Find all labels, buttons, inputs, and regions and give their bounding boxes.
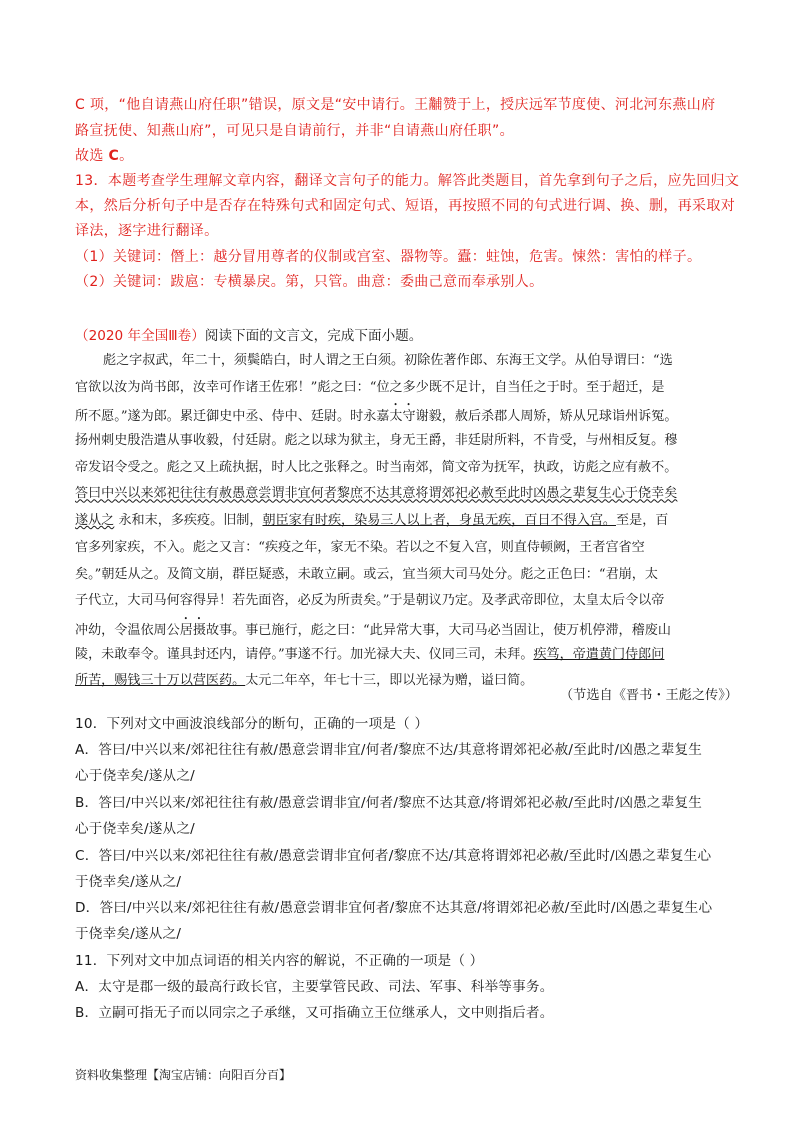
passage-line: 彪之字叔武，年二十，须鬓皓白，时人谓之王白须。初除佐著作郎、东海王文学。从伯导谓曰：“选 [103, 353, 673, 368]
answer-keyword-1: （1）关键词：僭上：越分冒用尊者的仪制或宫室、器物等。蠹：蛀蚀，危害。悚然：害怕的样子。 [75, 249, 702, 265]
answer-choice [75, 146, 134, 166]
passage-text: 谢毅，赦后杀郡人周矫，矫从兄球诣州诉冤。 [415, 409, 678, 425]
answer-q13-line2: 本，然后分析句子中是否存在特殊句式和固定句式、短语，再按照不同的句式进行调、换、删，再采取对 [75, 198, 736, 214]
answer-keyword-2: （2）关键词：跋扈：专横暴戾。第，只管。曲意：委曲己意而奉承别人。 [75, 274, 544, 290]
passage-text: 太元二年卒，年七十三，即以光禄为赠，谥曰简。 [245, 673, 534, 689]
passage-instruction: 阅读下面的文言文，完成下面小题。 [204, 328, 423, 344]
passage-header [75, 326, 422, 346]
answer-c-line2: 路宣抚使、知燕山府”，可见只是自请前行，并非“自请燕山府任职”。 [75, 123, 514, 139]
q11-option-b: B．立嗣可指无子而以同宗之子承继，又可指确立王位继承人，文中则指后者。 [75, 1005, 554, 1021]
passage-line [75, 508, 725, 535]
passage-text: 陵，未敢奉令。谨具封还内，请停。”事遂不行。加光禄大夫、仪同三司，未拜。 [75, 646, 534, 662]
q10-option-c-line2: 于侥幸矣/遂从之/ [75, 874, 182, 890]
passage-line: 官多列家疾，不入。彪之又言：“疾疫之年，家无不染。若以之不复入宫，则直侍顿阙，王者宫省空 [75, 539, 645, 555]
passage-line [75, 642, 725, 669]
passage-line: 矣。”朝廷从之。及简文崩，群臣疑惑，未敢立嗣。或云，宜当须大司马处分。彪之正色曰：“君崩，太 [75, 566, 658, 582]
answer-choice-suffix: 。 [119, 148, 134, 164]
q10-option-c-line1: C．答曰/中兴以来/郊祀往往有赦/愚意尝谓非宜何者/黎庶不达/其意将谓郊祀必赦/至此时/凶愚之辈复生心 [75, 848, 712, 864]
answer-q13-line3: 译法，逐字进行翻译。 [75, 223, 219, 239]
q10-option-a-line2: 心于侥幸矣/遂从之/ [75, 768, 195, 784]
underlined-sentence-2b: 所苦，赐钱三十万以营医药。 [75, 673, 246, 689]
answer-choice-letter: C [108, 148, 120, 164]
passage-line: 扬州刺史殷浩遣从事收毅，付廷尉。彪之以球为狱主，身无王爵，非廷尉所料，不肯受，与州相反复。穆 [75, 433, 678, 449]
passage-text: 至是，百 [616, 513, 669, 529]
q10-option-b-line2: 心于侥幸矣/遂从之/ [75, 821, 195, 837]
answer-choice-prefix: 故选 [75, 148, 109, 164]
passage-text: 故事。事已施行，彪之曰：“此异常大事，大司马必当固让，使万机停滞，稽废山 [205, 622, 671, 638]
passage-body [75, 348, 725, 695]
source-note: （节选自《晋书・王彪之传》） [559, 688, 738, 703]
passage-text: 所不愿。”遂为郎。累迁御史中丞、侍中、廷尉。时永嘉 [75, 409, 390, 425]
passage-text: 永和末，多疾疫。旧制， [114, 513, 263, 529]
passage-line [75, 401, 725, 428]
passage-line: 子代立，大司马何容得异！若先面咨，必反为所责矣。”于是朝议乃定。及孝武帝即位，太皇太后令以帝 [75, 593, 665, 609]
q11-option-a: A．太守是郡一级的最高行政长官，主要掌管民政、司法、军事、科举等事务。 [75, 979, 554, 995]
passage-line [75, 615, 725, 642]
underlined-sentence-2a: 疾笃，帝遣黄门侍郎问 [533, 646, 665, 662]
q11-stem: 11．下列对文中加点词语的相关内容的解说，不正确的一项是（ ） [75, 953, 484, 969]
wavy-underlined-line: 答曰中兴以来郊祀往往有赦愚意尝谓非宜何者黎庶不达其意将谓郊祀必赦至此时凶愚之辈复生心于侥幸矣 [75, 486, 678, 502]
underlined-sentence-1: 朝臣家有时疾，染易三人以上者，身虽无疾，百日不得入宫。 [262, 513, 617, 529]
passage-line: 官欲以汝为尚书郎，汝幸可作诸王佐邪！”彪之曰：“位之多少既不足计，自当任之于时。至于超迁，是 [75, 379, 665, 395]
q10-stem: 10．下列对文中画波浪线部分的断句，正确的一项是（ ） [75, 716, 429, 732]
passage-line: 帝发诏令受之。彪之又上疏执据，时人比之张释之。时当南郊，简文帝为抚军，执政，访彪之应有赦不。 [75, 459, 678, 475]
wavy-underlined-text: 遂从之 [75, 513, 115, 529]
q10-option-d-line2: 于侥幸矣/遂从之/ [75, 926, 182, 942]
q10-option-b-line1: B．答曰/中兴以来/郊祀往往有赦/愚意尝谓非宜/何者/黎庶不达其意/将谓郊祀必赦/至此时/凶愚之辈复生 [75, 795, 703, 811]
passage-text: 冲幼，令温依周公 [75, 622, 180, 638]
q10-option-a-line1: A．答曰/中兴以来/郊祀往往有赦/愚意尝谓非宜/何者/黎庶不达/其意将谓郊祀必赦/至此时/凶愚之辈复生 [75, 742, 703, 758]
q10-option-d-line1: D．答曰/中兴以来/郊祀往往有赦/愚意尝谓非宜何者/黎庶不达其意/将谓郊祀必赦/至此时/凶愚之辈复生心 [75, 900, 713, 916]
passage-source: （2020 年全国Ⅲ卷） [75, 328, 205, 344]
dotted-word-jushe: 居摄 [179, 622, 206, 638]
answer-c-line1: C 项，“他自请燕山府任职”错误，原文是“安中请行。王黼赞于上，授庆远军节度使、河北河东燕山府 [75, 97, 716, 113]
answer-q13-line1: 13．本题考查学生理解文章内容，翻译文言句子的能力。解答此类题目，首先拿到句子之后，应先回归文 [75, 173, 740, 189]
footer-text: 资料收集整理【淘宝店铺：向阳百分百】 [75, 1068, 292, 1082]
dotted-word-taishou: 太守 [389, 409, 416, 425]
